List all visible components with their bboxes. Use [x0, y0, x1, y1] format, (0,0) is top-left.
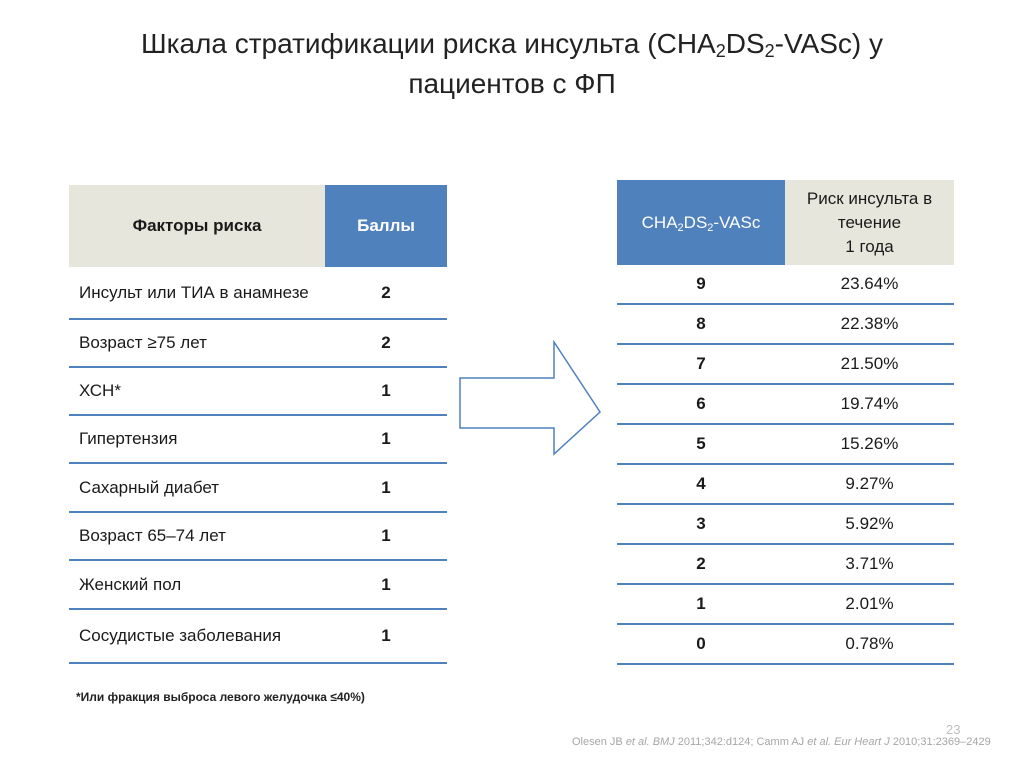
table-row — [69, 512, 447, 560]
stroke-risk-value: 21.50% — [785, 344, 954, 384]
score-value: 6 — [617, 384, 785, 424]
citation-part-1: Olesen JB — [572, 736, 626, 748]
table-row — [69, 463, 447, 512]
stroke-risk-table — [617, 180, 954, 665]
citation-part-2: et al. BMJ — [625, 736, 675, 748]
table-row — [69, 367, 447, 415]
risk-factor-name: ХСН* — [69, 367, 325, 415]
right-arrow-icon — [458, 340, 604, 456]
table-row — [69, 319, 447, 367]
table-row — [617, 304, 954, 344]
citation-part-4: et al. Eur Heart J — [807, 736, 890, 748]
table-row — [617, 424, 954, 464]
table-row — [617, 624, 954, 664]
stroke-risk-value: 3.71% — [785, 544, 954, 584]
stroke-risk-body — [617, 265, 954, 664]
score-value: 3 — [617, 504, 785, 544]
table-row — [617, 464, 954, 504]
table-row — [617, 265, 954, 304]
header-score-sub-2: 2 — [707, 221, 714, 234]
risk-factor-name: Сосудистые заболевания — [69, 609, 325, 663]
score-value: 2 — [617, 544, 785, 584]
stroke-risk-header-row — [617, 180, 954, 265]
risk-factor-points: 1 — [325, 415, 447, 463]
table-row — [617, 504, 954, 544]
title-text-b: DS — [725, 28, 765, 59]
table-row — [617, 584, 954, 624]
stroke-risk-value: 5.92% — [785, 504, 954, 544]
header-score-text-a: CHA — [641, 212, 678, 232]
header-score-text-b: DS — [683, 212, 708, 232]
table-row — [69, 267, 447, 319]
risk-factor-name: Инсульт или ТИА в анамнезе — [69, 267, 325, 319]
stroke-risk-value: 22.38% — [785, 304, 954, 344]
stroke-risk-value: 19.74% — [785, 384, 954, 424]
page-number: 23 — [946, 722, 961, 737]
score-value: 9 — [617, 265, 785, 304]
risk-factors-header-row — [69, 185, 447, 267]
header-score-sub-1: 2 — [677, 221, 684, 234]
score-value: 4 — [617, 464, 785, 504]
table-row — [69, 609, 447, 663]
score-value: 7 — [617, 344, 785, 384]
slide-title — [60, 24, 964, 104]
title-text-a: Шкала стратификации риска инсульта (CHA — [140, 28, 716, 59]
risk-factor-points: 2 — [325, 319, 447, 367]
risk-factor-name: Гипертензия — [69, 415, 325, 463]
score-value: 1 — [617, 584, 785, 624]
header-score-text-c: -VASc — [713, 212, 761, 232]
risk-factor-name: Возраст ≥75 лет — [69, 319, 325, 367]
title-subscript-1: 2 — [715, 41, 726, 61]
header-risk-line-3: 1 года — [845, 236, 894, 256]
citation — [572, 736, 991, 748]
risk-factors-table — [69, 185, 447, 664]
header-cha2ds2-vasc — [617, 180, 785, 265]
score-value: 5 — [617, 424, 785, 464]
score-value: 0 — [617, 624, 785, 664]
risk-factor-name: Возраст 65–74 лет — [69, 512, 325, 560]
table-row — [69, 560, 447, 609]
stroke-risk-value: 9.27% — [785, 464, 954, 504]
risk-factor-name: Женский пол — [69, 560, 325, 609]
table-row — [617, 384, 954, 424]
citation-part-5: 2010;31:2369–2429 — [889, 736, 991, 748]
table-row — [617, 544, 954, 584]
risk-factor-name: Сахарный диабет — [69, 463, 325, 512]
risk-factor-points: 2 — [325, 267, 447, 319]
title-subscript-2: 2 — [764, 41, 775, 61]
title-line-2: пациентов с ФП — [408, 68, 616, 99]
header-risk-factors: Факторы риска — [69, 185, 325, 267]
table-row — [617, 344, 954, 384]
risk-factor-points: 1 — [325, 560, 447, 609]
risk-factor-points: 1 — [325, 463, 447, 512]
stroke-risk-value: 15.26% — [785, 424, 954, 464]
header-points: Баллы — [325, 185, 447, 267]
table-row — [69, 415, 447, 463]
risk-factor-points: 1 — [325, 609, 447, 663]
header-risk-line-1: Риск инсульта в — [806, 188, 933, 208]
stroke-risk-value: 0.78% — [785, 624, 954, 664]
score-value: 8 — [617, 304, 785, 344]
stroke-risk-value: 2.01% — [785, 584, 954, 624]
risk-factors-body — [69, 267, 447, 663]
footnote: *Или фракция выброса левого желудочка ≤40%) — [76, 690, 365, 704]
header-stroke-risk — [785, 180, 954, 265]
citation-part-3: 2011;342:d124; Camm AJ — [674, 736, 808, 748]
header-risk-line-2: течение — [837, 212, 902, 232]
risk-factor-points: 1 — [325, 367, 447, 415]
title-text-c: -VASc) у — [774, 28, 884, 59]
risk-factor-points: 1 — [325, 512, 447, 560]
stroke-risk-value: 23.64% — [785, 265, 954, 304]
